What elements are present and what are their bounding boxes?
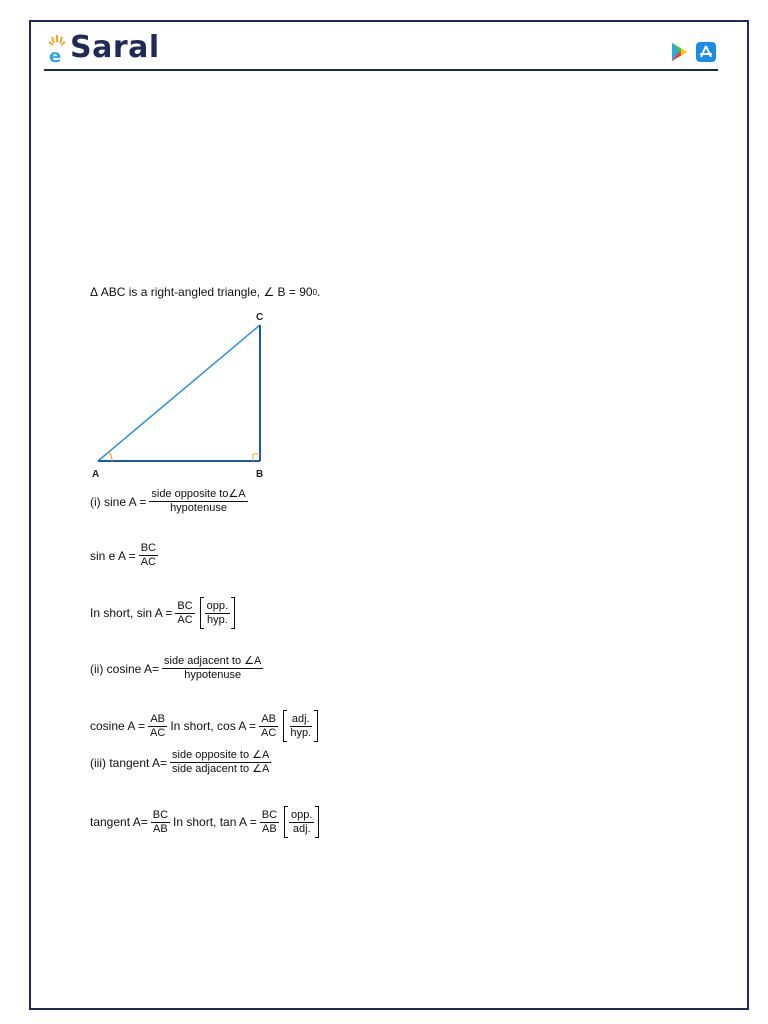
fraction: $\frac{AB}{AC}$ [150, 712, 166, 739]
app-store-icon[interactable] [696, 42, 716, 62]
brand-logo[interactable] [46, 32, 160, 64]
store-icons [670, 42, 716, 62]
fraction: $\frac{\text{side opposite to∠A}}{\text{hypotenuse}}$ [151, 488, 246, 514]
vertex-b-label: B [256, 469, 264, 480]
sine-definition: (i) sine A = $\frac{\text{side opposite to∠A}}{\text{hypotenuse}}$ [90, 488, 246, 514]
fraction: $\frac{AB}{AC}$ [261, 712, 277, 739]
intro-text: Δ ABC is a right-angled triangle, ∠ B = 90 0 . [90, 285, 321, 299]
triangle-figure [88, 307, 278, 487]
tangent-definition: (iii) tangent A= $\frac{\text{side opposite to ∠A}}{\text{side adjacent to ∠A}}$ [90, 749, 270, 775]
tangent-ratio: tangent A= $\frac{BC}{AB}$ In short, tan A = $\frac{BC}{AB}$ $\frac{\text{opp.}}{\text{adj.}}$ [90, 806, 319, 838]
vertex-a-label: A [92, 469, 100, 480]
fraction: $\frac{BC}{AB}$ [152, 808, 169, 835]
vertex-c-label: C [256, 312, 264, 323]
cosine-definition: (ii) cosine A= $\frac{\text{side adjacent to ∠A}}{\text{hypotenuse}}$ [90, 655, 262, 681]
brand-name: Saral [70, 30, 160, 65]
cosine-ratio: cosine A = $\frac{AB}{AC}$ In short, cos A = $\frac{AB}{AC}$ $\frac{\text{adj.}}{\text{hyp.}}$ [90, 710, 318, 742]
fraction: $\frac{BC}{AC}$ [177, 599, 193, 626]
angle-a-arc [109, 452, 112, 461]
bracket: $\frac{\text{adj.}}{\text{hyp.}}$ [283, 710, 318, 742]
bracket: $\frac{\text{opp.}}{\text{adj.}}$ [284, 806, 319, 838]
fraction: $\frac{BC}{AC}$ [140, 542, 156, 568]
right-angle-mark [253, 454, 260, 461]
page-frame [29, 20, 749, 1010]
fraction: $\frac{BC}{AB}$ [261, 808, 278, 835]
fraction: $\frac{\text{side opposite to ∠A}}{\text{side adjacent to ∠A}}$ [172, 749, 270, 775]
fraction: $\frac{\text{side adjacent to ∠A}}{\text{hypotenuse}}$ [164, 655, 262, 681]
header [44, 30, 718, 72]
e-sparkle-logo-icon [46, 34, 68, 64]
bracket: $\frac{\text{opp.}}{\text{hyp.}}$ [200, 597, 235, 629]
hypotenuse-ac [98, 325, 260, 461]
sine-short: In short, sin A = $\frac{BC}{AC}$ $\frac{\text{opp.}}{\text{hyp.}}$ [90, 597, 235, 629]
svg-text:e: e [49, 46, 62, 64]
header-divider [44, 69, 718, 71]
sine-ratio: sin e A = $\frac{BC}{AC}$ [90, 542, 156, 568]
google-play-icon[interactable] [670, 42, 688, 62]
